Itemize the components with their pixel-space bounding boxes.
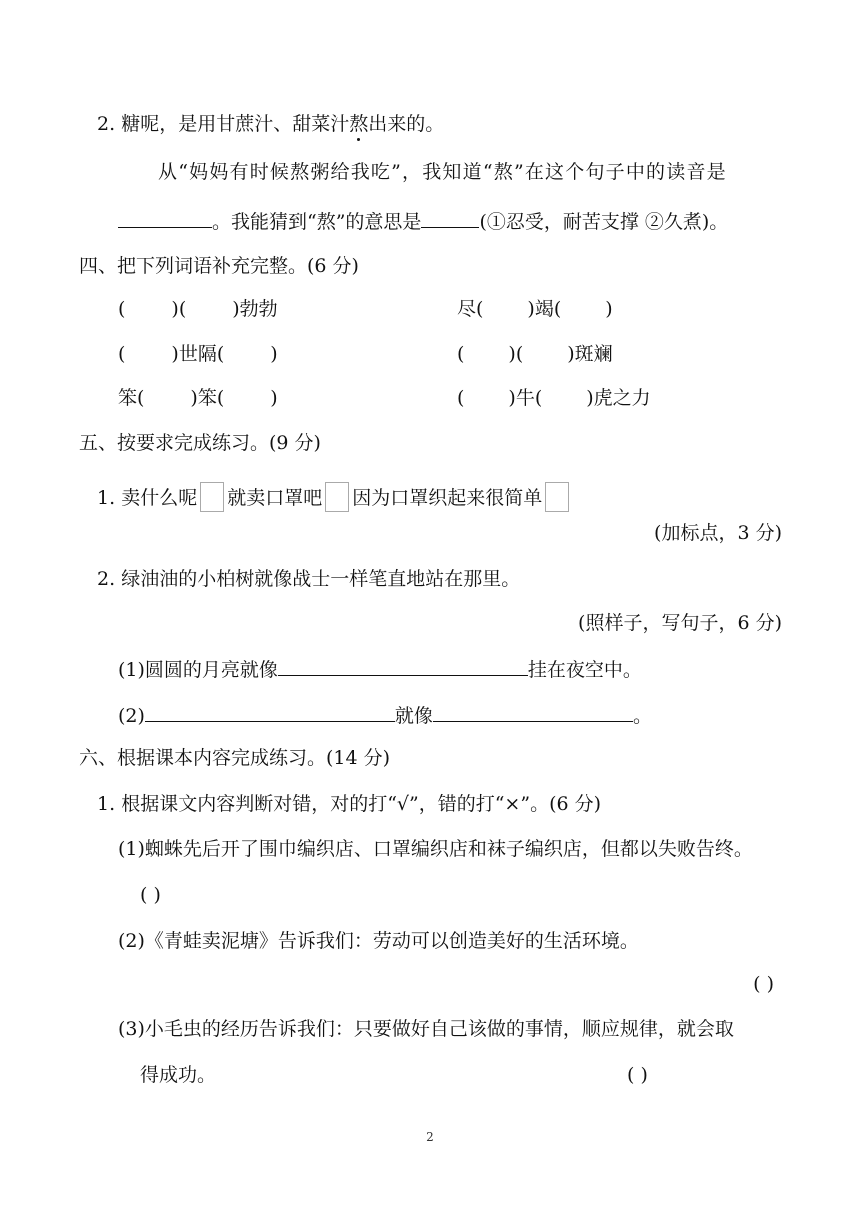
punctuation-box[interactable] [325, 482, 349, 512]
q5-item1 [97, 482, 572, 512]
q3-meaning-prompt: 。我能猜到“熬”的意思是 [212, 211, 422, 233]
q4-word-2 [457, 297, 613, 321]
q3-meaning-blank[interactable] [421, 209, 479, 228]
q4-word-3-part: ) [270, 343, 278, 365]
q5-sentence-2-prefix: (2) [118, 705, 145, 727]
q3-item2-text-after: 出来的。 [368, 113, 445, 135]
q5-item2-number: 2. [97, 568, 116, 590]
q6-judge-1: (1)蜘蛛先后开了围巾编织店、口罩编织店和袜子编织店，但都以失败告终。 [118, 838, 753, 860]
q4-word-6-part: ( [457, 387, 465, 409]
q4-word-2-part: ) [605, 298, 613, 320]
q5-item2-note: (照样子，写句子，6 分) [578, 612, 782, 634]
punctuation-box[interactable] [200, 482, 224, 512]
q5-item1-number: 1. [97, 487, 116, 509]
q3-item2 [97, 112, 444, 136]
q5-sentence-2-blank-b[interactable] [433, 703, 633, 722]
q4-word-1-part: )( [171, 298, 187, 320]
q5-sentence-2-suffix: 。 [632, 705, 652, 727]
q6-judge-2: (2)《青蛙卖泥塘》告诉我们：劳动可以创造美好的生活环境。 [118, 930, 639, 952]
q4-word-4-part: ( [457, 343, 465, 365]
q3-item2-text-before: 糖呢，是用甘蔗汁、甜菜汁 [121, 113, 350, 135]
q6-item1 [97, 792, 601, 816]
q5-sentence-2-blank-a[interactable] [145, 703, 395, 722]
q5-item1-part-b: 就卖口罩吧 [227, 487, 323, 509]
q4-word-3 [118, 342, 278, 366]
q4-word-4 [457, 342, 613, 366]
q5-item2 [97, 567, 520, 591]
q4-word-2-part: 尽( [457, 298, 484, 320]
q4-word-1-part: )勃勃 [232, 298, 278, 320]
q4-word-3-part: ( [118, 343, 126, 365]
q4-word-6 [457, 386, 651, 410]
punctuation-box[interactable] [545, 482, 569, 512]
q6-judge-2-answer[interactable]: ( ) [753, 973, 774, 995]
q3-meaning-options: (①忍受，耐苦支撑 ②久煮)。 [479, 211, 729, 233]
q5-item1-note: (加标点，3 分) [654, 522, 782, 544]
q6-judge-1-answer[interactable]: ( ) [140, 884, 161, 906]
q6-title: 六、根据课本内容完成练习。(14 分) [79, 747, 391, 769]
q3-item2-number: 2. [97, 113, 116, 135]
q4-word-2-part: )竭( [527, 298, 562, 320]
q5-item1-part-a: 卖什么呢 [121, 487, 198, 509]
q3-prompt-line1: 从“妈妈有时候熬粥给我吃”，我知道“熬”在这个句子中的读音是 [158, 161, 727, 183]
q4-word-1-part: ( [118, 298, 126, 320]
q5-sentence-1-prefix: (1)圆圆的月亮就像 [118, 659, 278, 681]
q4-word-1 [118, 297, 278, 321]
q4-word-5-part: 笨( [118, 387, 145, 409]
q6-item1-number: 1. [97, 793, 116, 815]
q5-item1-part-c: 因为口罩织起来很简单 [352, 487, 543, 509]
q6-judge-3-answer[interactable]: ( ) [627, 1064, 648, 1086]
q4-word-3-part: )世隔( [171, 343, 225, 365]
q4-word-4-part: )斑斓 [567, 343, 613, 365]
q6-item1-text: 根据课文内容判断对错，对的打“√”，错的打“×”。(6 分) [121, 793, 602, 815]
q4-word-4-part: )( [508, 343, 524, 365]
q4-word-5-part: )笨( [190, 387, 225, 409]
q4-word-5 [118, 386, 278, 410]
q5-title: 五、按要求完成练习。(9 分) [79, 432, 321, 454]
q3-prompt-line2 [118, 209, 728, 234]
q6-judge-3-line1: (3)小毛虫的经历告诉我们：只要做好自己该做的事情，顺应规律，就会取 [118, 1018, 734, 1040]
q4-word-5-part: ) [270, 387, 278, 409]
q4-word-6-part: )虎之力 [586, 387, 651, 409]
q5-item2-text: 绿油油的小柏树就像战士一样笔直地站在那里。 [121, 568, 521, 590]
q4-title: 四、把下列词语补充完整。(6 分) [79, 255, 359, 277]
q3-item2-dotted-char: 熬 [349, 113, 369, 135]
page-number: 2 [426, 1130, 434, 1144]
q5-sentence-2 [118, 703, 652, 728]
q4-word-6-part: )牛( [508, 387, 543, 409]
q5-sentence-2-mid: 就像 [394, 705, 433, 727]
q5-sentence-1 [118, 657, 642, 682]
q5-sentence-1-blank[interactable] [278, 657, 528, 676]
q3-pronunciation-blank[interactable] [118, 209, 212, 228]
q5-sentence-1-suffix: 挂在夜空中。 [527, 659, 642, 681]
q6-judge-3-line2: 得成功。 [140, 1064, 217, 1086]
